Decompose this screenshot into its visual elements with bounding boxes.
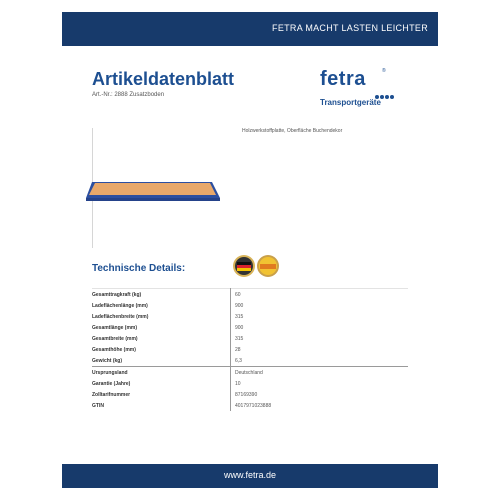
table-row [92, 289, 408, 301]
shelf-board-image [84, 170, 224, 210]
spec-label: Zolltarifnummer [92, 389, 231, 400]
table-row [92, 333, 408, 344]
spec-label: Gesamtbreite (mm) [92, 333, 231, 344]
table-row [92, 378, 408, 389]
spec-value: 87169390 [235, 391, 258, 398]
spec-value: 10 [235, 380, 241, 387]
page-title: Artikeldatenblatt [92, 69, 235, 89]
product-description: Holzwerkstoffplatte, Oberfläche Buchendekor [242, 128, 343, 134]
table-row [92, 322, 408, 333]
spec-label: Ursprungsland [92, 367, 231, 379]
section-title: Technische Details: [92, 263, 186, 274]
spec-label: Ladeflächenlänge (mm) [92, 300, 231, 311]
fetra-logo [320, 68, 400, 108]
article-number: Art.-Nr.: 2888 Zusatzboden [92, 92, 165, 98]
logo-subtitle: Transportgeräte [320, 98, 381, 107]
tagline: FETRA MACHT LASTEN LEICHTER [272, 23, 428, 33]
datasheet-page [62, 12, 438, 488]
spec-label: Ladeflächenbreite (mm) [92, 311, 231, 322]
table-row [92, 355, 408, 367]
table-row [92, 344, 408, 355]
spec-value: 4017971023888 [235, 402, 272, 409]
footer-url[interactable]: www.fetra.de [223, 470, 277, 480]
spec-label: Gesamttragkraft (kg) [92, 289, 231, 301]
spec-value: Deutschland [231, 367, 409, 379]
spec-value: 315 [235, 335, 244, 342]
spec-label: Gesamtlänge (mm) [92, 322, 231, 333]
bottom-banner [62, 464, 438, 488]
spec-value: 900 [235, 302, 244, 309]
table-row [92, 311, 408, 322]
table-row [92, 389, 408, 400]
registered-mark: ® [382, 68, 386, 74]
table-row [92, 367, 408, 379]
made-in-germany-badge [233, 255, 255, 277]
spec-value: 900 [235, 324, 244, 331]
spec-label: Garantie (Jahre) [92, 378, 231, 389]
spec-value: 60 [231, 289, 409, 301]
specs-table [92, 288, 408, 411]
quality-badges [232, 253, 280, 279]
spec-label: Gesamthöhe (mm) [92, 344, 231, 355]
top-banner [62, 12, 438, 46]
table-row [92, 300, 408, 311]
spec-value: 6,3 [235, 357, 242, 364]
table-row [92, 400, 408, 411]
spec-label: GTIN [92, 400, 231, 411]
warranty-badge [257, 255, 279, 277]
logo-wordmark: fetra [320, 68, 366, 90]
spec-value: 28 [235, 346, 241, 353]
spec-value: 315 [235, 313, 244, 320]
spec-label: Gewicht (kg) [92, 355, 231, 367]
